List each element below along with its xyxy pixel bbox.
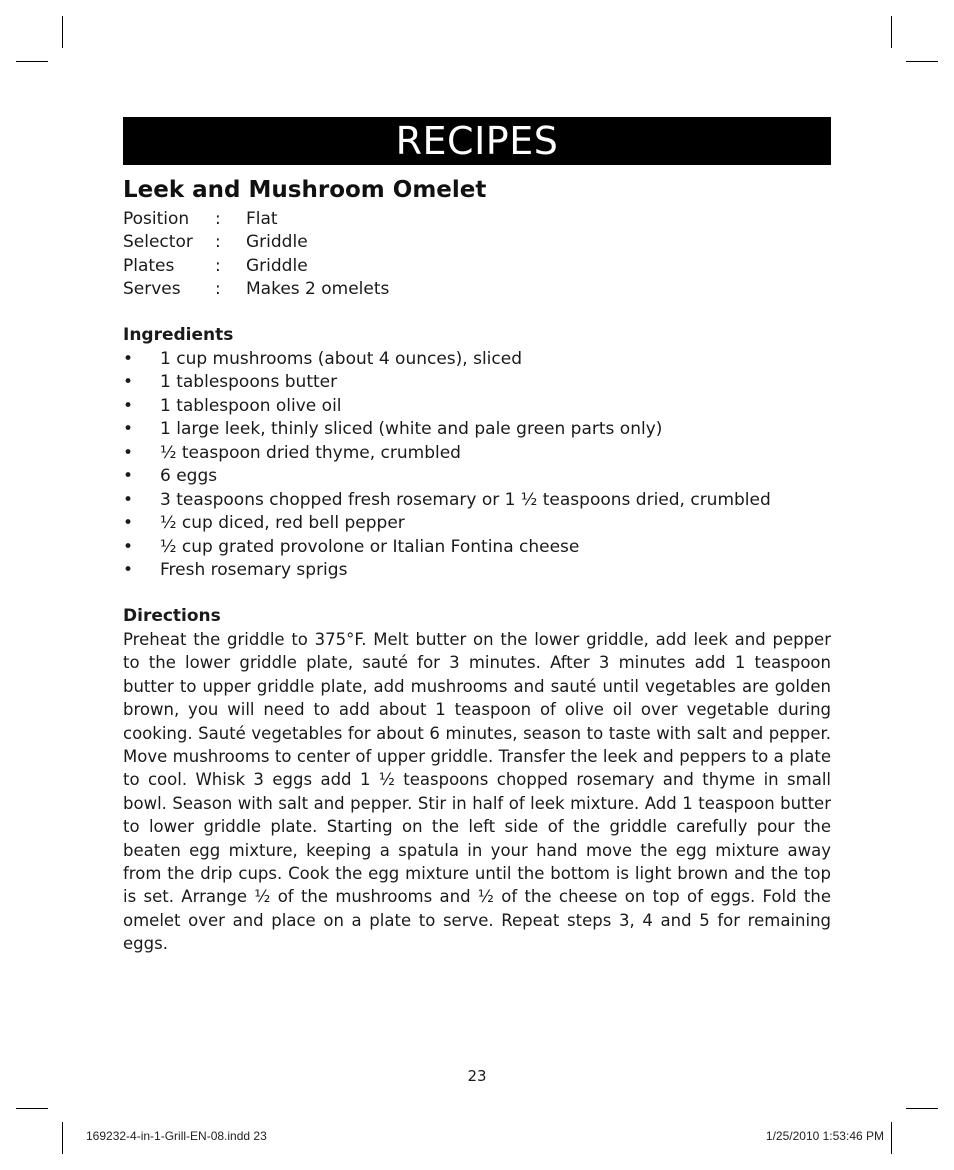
ingredient-text: 1 tablespoons butter <box>160 372 338 393</box>
list-item <box>123 559 771 583</box>
ingredient-text: 3 teaspoons chopped fresh rosemary or 1 ½ teaspoons dried, crumbled <box>160 489 771 510</box>
crop-mark <box>906 1108 938 1109</box>
directions-text: Preheat the griddle to 375°F. Melt butter on the lower griddle, add leek and pepper to the lower griddle plate, sauté for 3 minutes. After 3 minutes add 1 teaspoon butter to upper griddle plate, add mushrooms and sauté until vegetables are golden brown, you will need to add about 1 teaspoon of olive oil over vegetable during cooking. Sauté vegetables for about 6 minutes, season to taste with salt and pepper. Move mushrooms to center of upper griddle. Transfer the leek and peppers to a plate to cool. Whisk 3 eggs add 1 ½ teaspoons chopped rosemary and thyme in small bowl. Season with salt and pepper. Stir in half of leek mixture. Add 1 teaspoon butter to lower griddle plate. Starting on the left side of the griddle carefully pour the beaten egg mixture, keeping a spatula in your hand move the egg mixture away from the drip cups. Cook the egg mixture until the bottom is light brown and the top is set. Arrange ½ of the mushrooms and ½ of the cheese on top of eggs. Fold the omelet over and place on a plate to serve. Repeat steps 3, 4 and 5 for remaining eggs. <box>123 630 831 954</box>
spec-label: Selector <box>123 232 193 253</box>
bullet-icon: • <box>123 419 134 440</box>
bullet-icon: • <box>123 372 134 393</box>
page-number: 23 <box>467 1067 487 1085</box>
list-item <box>123 535 771 559</box>
ingredient-text: ½ teaspoon dried thyme, crumbled <box>160 442 461 463</box>
list-item <box>123 347 771 371</box>
spec-row-position <box>123 207 389 231</box>
spec-separator: : <box>215 232 221 253</box>
list-item <box>123 512 771 536</box>
spec-label: Plates <box>123 255 175 276</box>
ingredient-text: 6 eggs <box>160 466 218 487</box>
crop-mark <box>16 1108 48 1109</box>
footer-file-info: 169232-4-in-1-Grill-EN-08.indd 23 <box>86 1129 267 1143</box>
list-item <box>123 488 771 512</box>
list-item <box>123 441 771 465</box>
bullet-icon: • <box>123 489 134 510</box>
list-item <box>123 394 771 418</box>
bullet-icon: • <box>123 560 134 581</box>
directions-heading: Directions <box>123 606 221 626</box>
ingredient-text: 1 large leek, thinly sliced (white and pale green parts only) <box>160 419 663 440</box>
spec-row-selector <box>123 231 389 255</box>
footer-timestamp: 1/25/2010 1:53:46 PM <box>765 1129 884 1143</box>
bullet-icon: • <box>123 442 134 463</box>
spec-separator: : <box>215 255 221 276</box>
spec-separator: : <box>215 208 221 229</box>
bullet-icon: • <box>123 348 134 369</box>
recipe-title: Leek and Mushroom Omelet <box>123 177 487 203</box>
banner-title: RECIPES <box>395 119 559 163</box>
ingredient-text: ½ cup grated provolone or Italian Fontina cheese <box>160 536 580 557</box>
crop-mark <box>906 61 938 62</box>
crop-mark <box>891 16 892 48</box>
ingredients-heading: Ingredients <box>123 325 234 345</box>
list-item <box>123 418 771 442</box>
ingredient-text: 1 tablespoon olive oil <box>160 395 342 416</box>
spec-separator: : <box>215 279 221 300</box>
ingredient-text: 1 cup mushrooms (about 4 ounces), sliced <box>160 348 522 369</box>
spec-value: Griddle <box>246 232 308 253</box>
spec-row-plates <box>123 254 389 278</box>
spec-value: Griddle <box>246 255 308 276</box>
recipe-specs <box>123 207 389 301</box>
spec-label: Serves <box>123 279 181 300</box>
bullet-icon: • <box>123 395 134 416</box>
crop-mark <box>62 16 63 48</box>
bullet-icon: • <box>123 513 134 534</box>
recipes-banner <box>123 117 831 165</box>
list-item <box>123 371 771 395</box>
ingredient-text: ½ cup diced, red bell pepper <box>160 513 405 534</box>
crop-mark <box>891 1122 892 1154</box>
spec-value: Makes 2 omelets <box>246 279 390 300</box>
list-item <box>123 465 771 489</box>
spec-value: Flat <box>246 208 278 229</box>
bullet-icon: • <box>123 466 134 487</box>
bullet-icon: • <box>123 536 134 557</box>
crop-mark <box>16 61 48 62</box>
ingredients-list <box>123 347 771 582</box>
ingredient-text: Fresh rosemary sprigs <box>160 560 348 581</box>
crop-mark <box>62 1122 63 1154</box>
spec-label: Position <box>123 208 190 229</box>
spec-row-serves <box>123 278 389 302</box>
